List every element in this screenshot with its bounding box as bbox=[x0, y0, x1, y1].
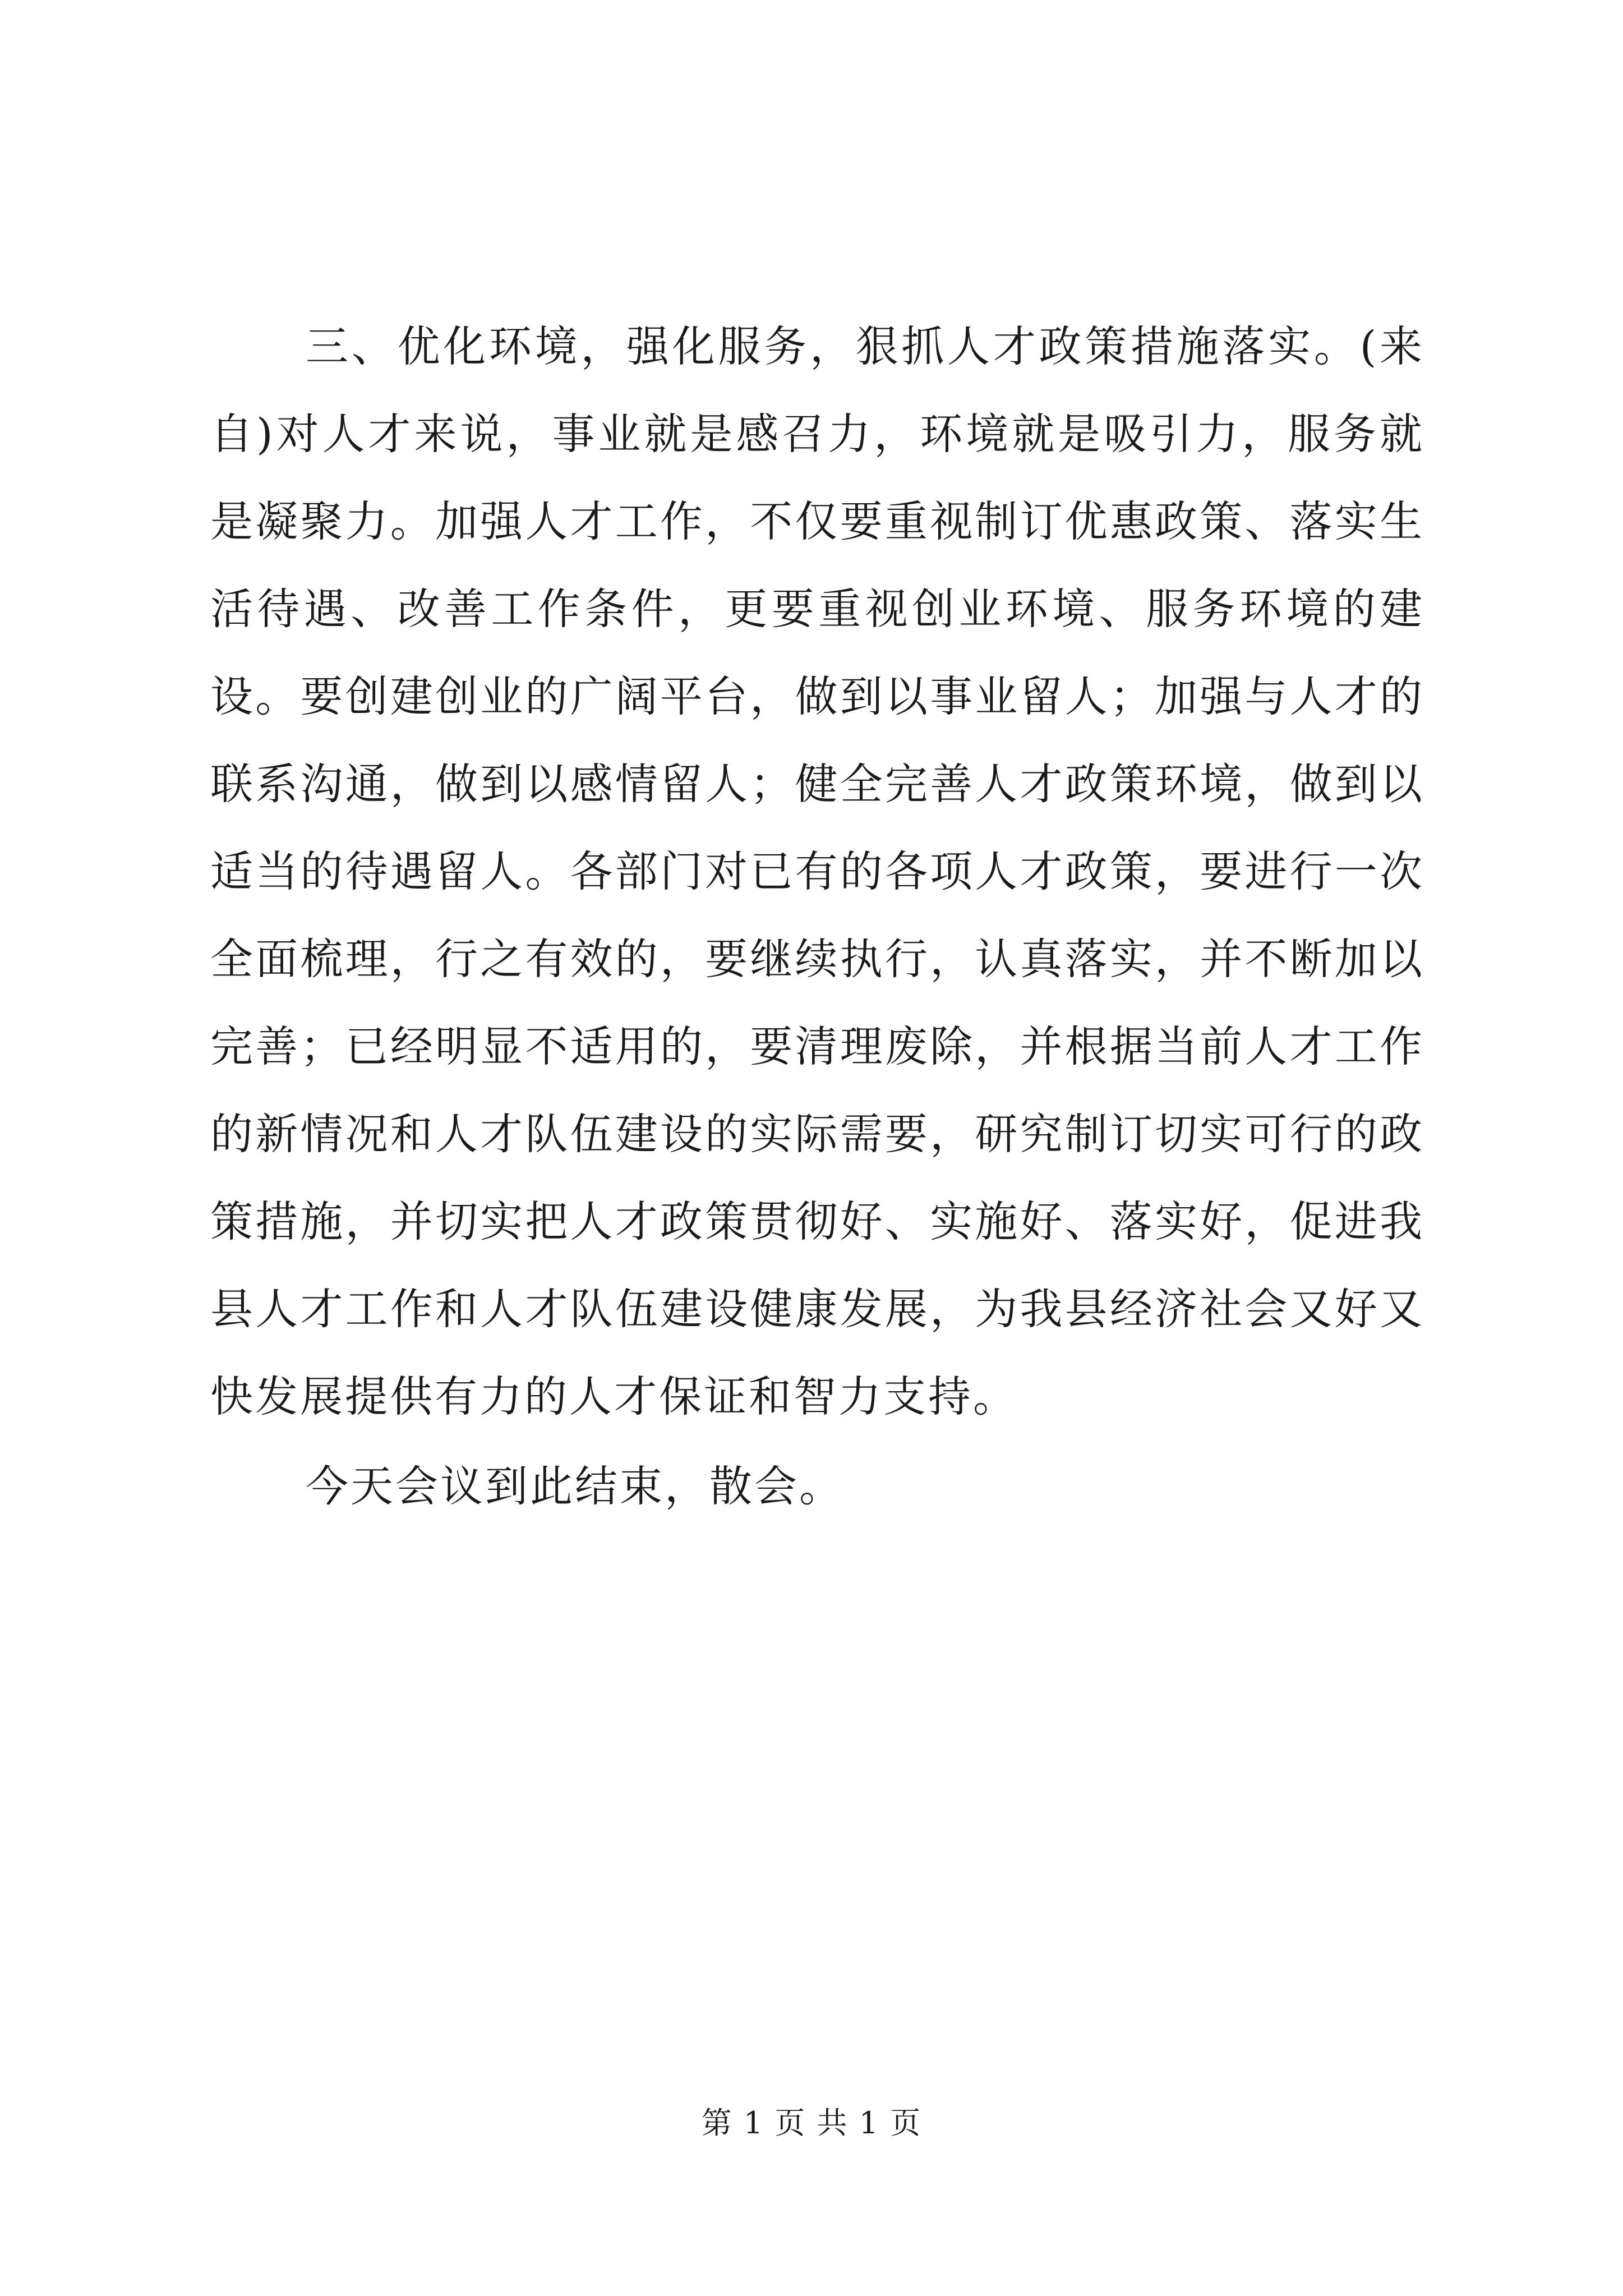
document-body bbox=[210, 303, 1424, 1530]
paragraph-closing: 今天会议到此结束，散会。 bbox=[306, 1461, 844, 1511]
page-footer: 第 1 页 共 1 页 bbox=[701, 2105, 922, 2141]
paragraph-talent-policy: 三、优化环境，强化服务，狠抓人才政策措施落实。(来自)对人才来说，事业就是感召力，环境就是吸引力，服务就是凝聚力。加强人才工作，不仅要重视制订优惠政策、落实生活待遇、改善工作条件，更要重视创业环境、服务环境的建设。要创建创业的广阔平台，做到以事业留人；加强与人才的联系沟通，做到以感情留人；健全完善人才政策环境，做到以适当的待遇留人。各部门对已有的各项人才政策，要进行一次全面梳理，行之有效的，要继续执行，认真落实，并不断加以完善；已经明显不适用的，要清理废除，并根据当前人才工作的新情况和人才队伍建设的实际需要，研究制订切实可行的政策措施，并切实把人才政策贯彻好、实施好、落实好，促进我县人才工作和人才队伍建设健康发展，为我县经济社会又好又快发展提供有力的人才保证和智力支持。 bbox=[210, 321, 1424, 1421]
